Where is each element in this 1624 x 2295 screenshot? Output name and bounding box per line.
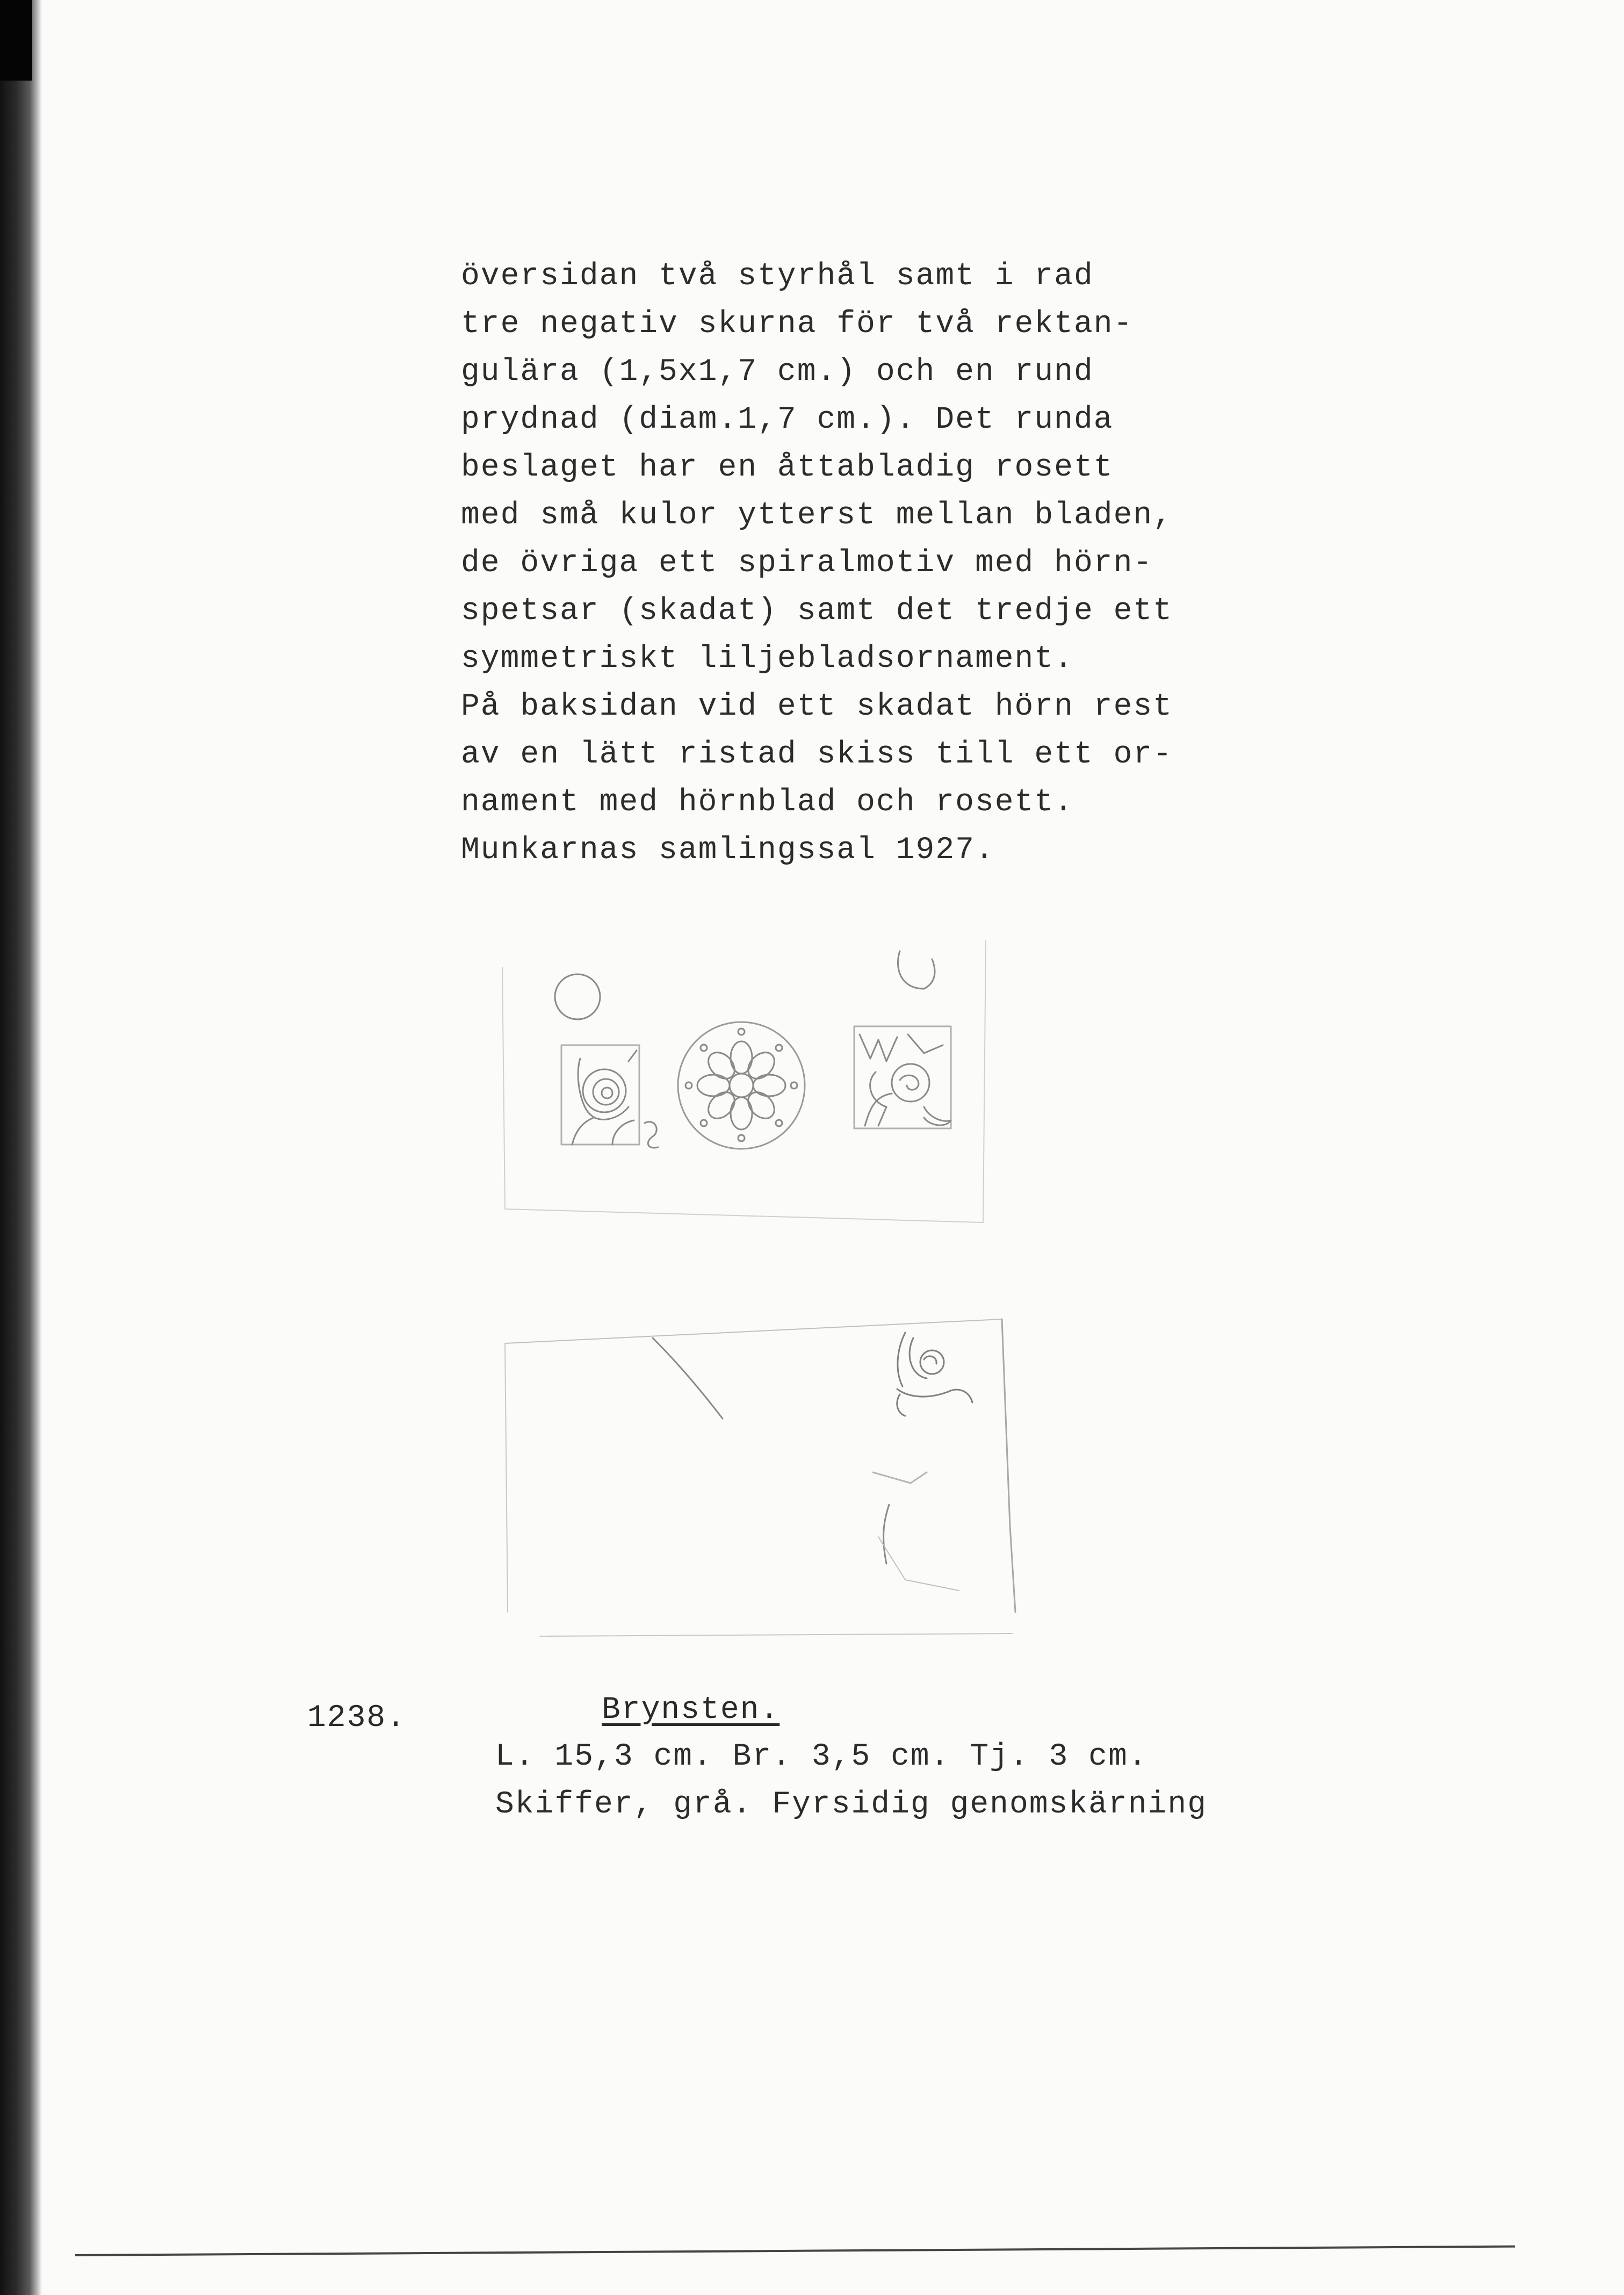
description-line: nament med hörnblad och rosett.: [461, 785, 1074, 820]
description-line: de övriga ett spiralmotiv med hörn-: [461, 546, 1153, 581]
description-line: översidan två styrhål samt i rad: [461, 259, 1094, 294]
guide-hole-right: [898, 951, 935, 989]
description-line: gulära (1,5x1,7 cm.) och en rund: [461, 355, 1094, 390]
entry-detail-line: L. 15,3 cm. Br. 3,5 cm. Tj. 3 cm.: [495, 1739, 1148, 1774]
entry-title: Brynsten.: [602, 1693, 780, 1728]
back-corner-ornament: [897, 1333, 972, 1416]
page-bottom-edge: [75, 2246, 1515, 2256]
entry-detail-line: Skiffer, grå. Fyrsidig genomskärning: [495, 1787, 1208, 1822]
description-line: prydnad (diam.1,7 cm.). Det runda: [461, 402, 1114, 437]
description-line: beslaget har en åttabladig rosett: [461, 450, 1114, 485]
guide-hole-left: [555, 974, 600, 1019]
mould-front-sketch: [500, 930, 994, 1252]
description-line: Munkarnas samlingssal 1927.: [461, 833, 995, 868]
rosette-ornament: [678, 1022, 805, 1149]
spiral-ornament-left: [561, 1045, 639, 1145]
description-line: symmetriskt liljebladsornament.: [461, 642, 1074, 677]
description-line: spetsar (skadat) samt det tredje ett: [461, 594, 1173, 629]
binding-shadow: [0, 0, 32, 81]
entry-number: 1238.: [307, 1701, 407, 1736]
description-line: av en lätt ristad skiss till ett or-: [461, 737, 1173, 772]
description-line: tre negativ skurna för två rektan-: [461, 307, 1134, 342]
entry-details: [495, 1733, 1247, 1829]
description-text: [461, 253, 1213, 874]
description-line: med små kulor ytterst mellan bladen,: [461, 498, 1173, 533]
mould-back-sketch: [497, 1311, 1013, 1644]
description-line: På baksidan vid ett skadat hörn rest: [461, 689, 1173, 724]
binding-edge: [0, 0, 42, 2295]
